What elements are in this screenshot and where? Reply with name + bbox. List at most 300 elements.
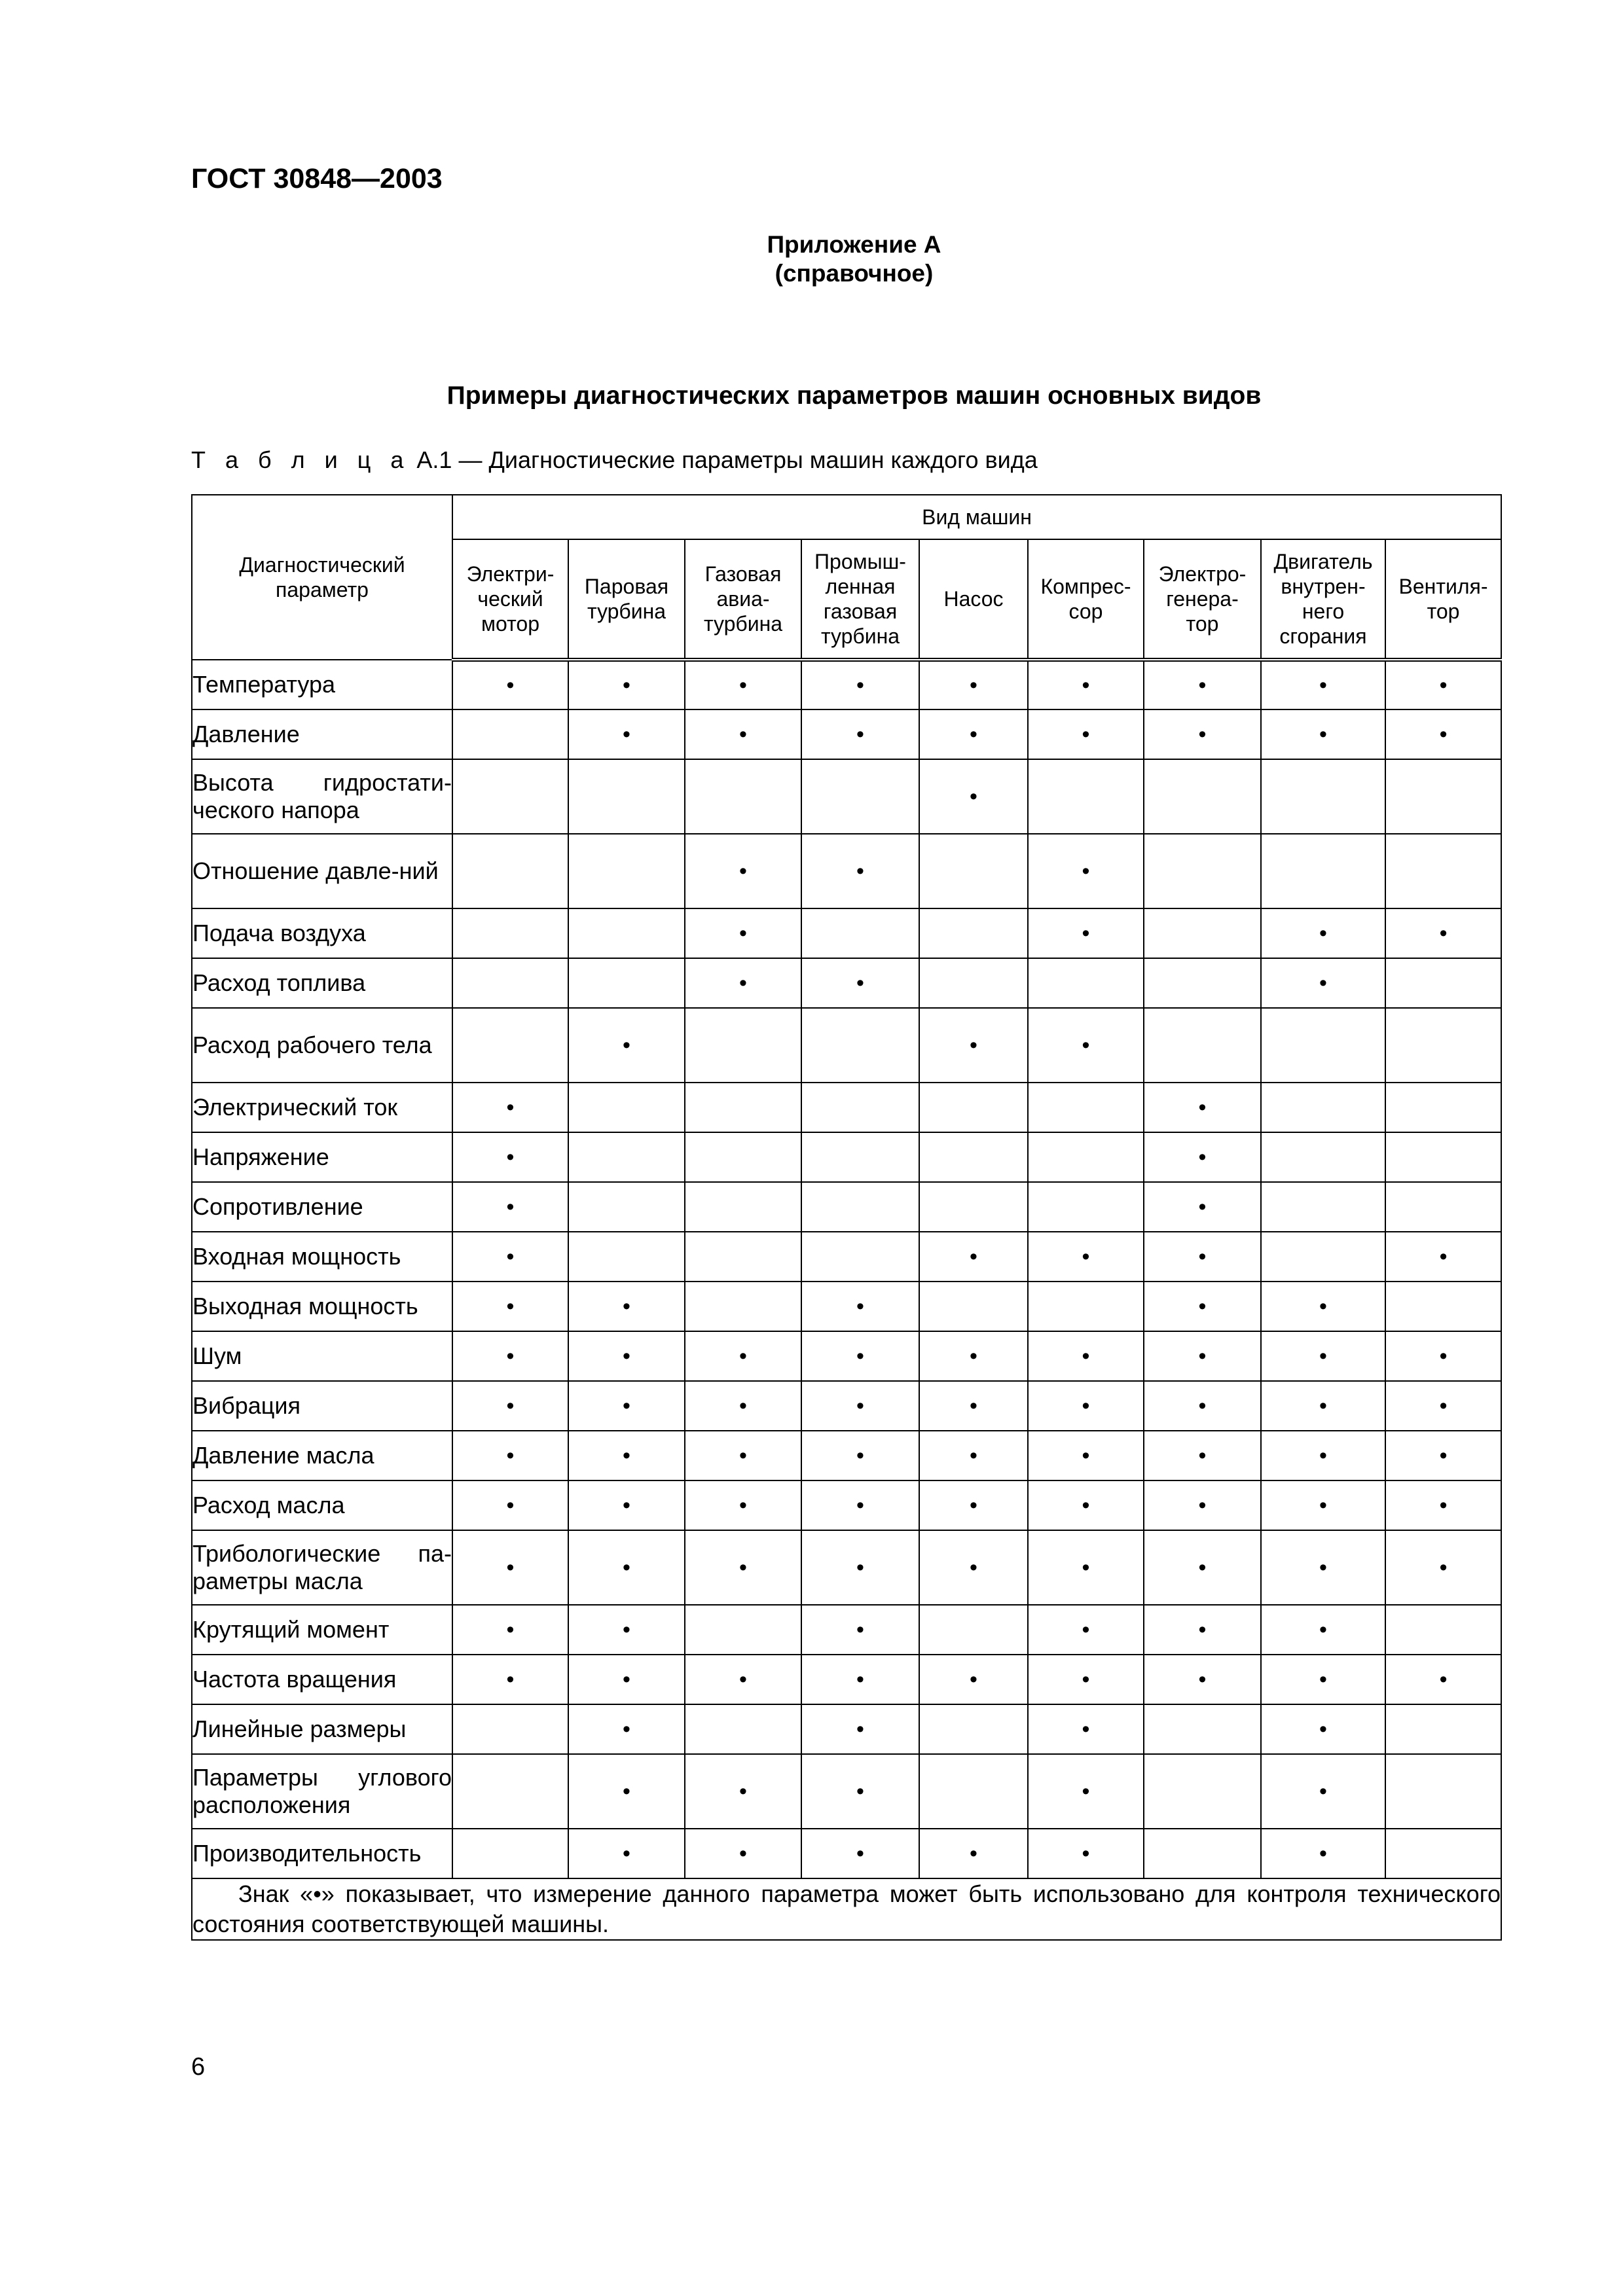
mark-cell <box>568 709 685 759</box>
table-header-row-group <box>192 495 1501 539</box>
mark-cell <box>919 1655 1028 1704</box>
bullet-mark: • <box>739 1554 747 1580</box>
table-note-row <box>192 1878 1501 1940</box>
bullet-mark: • <box>739 858 747 884</box>
bullet-mark: • <box>1082 858 1090 884</box>
table-row <box>192 1132 1501 1182</box>
bullet-mark: • <box>1198 1094 1207 1120</box>
bullet-mark: • <box>1319 1617 1327 1642</box>
mark-cell <box>1385 1232 1501 1282</box>
bullet-mark: • <box>1082 672 1090 698</box>
bullet-mark: • <box>856 1393 864 1418</box>
table-row <box>192 1008 1501 1083</box>
mark-cell <box>801 1480 919 1530</box>
mark-cell <box>685 1480 801 1530</box>
mark-cell <box>1144 1282 1261 1331</box>
mark-cell <box>1385 1132 1501 1182</box>
parameter-name-cell <box>192 1331 452 1381</box>
mark-cell <box>685 709 801 759</box>
mark-cell <box>1385 1083 1501 1132</box>
mark-cell <box>1261 1655 1385 1704</box>
mark-cell <box>568 1182 685 1232</box>
machine-column-header: Вентиля- тор <box>1385 539 1501 660</box>
table-row <box>192 1182 1501 1232</box>
table-caption-prefix: Т а б л и ц а <box>191 446 410 473</box>
mark-cell <box>801 1182 919 1232</box>
mark-cell <box>801 1232 919 1282</box>
mark-cell <box>801 1530 919 1605</box>
mark-cell <box>919 1083 1028 1132</box>
mark-cell <box>801 1381 919 1431</box>
bullet-mark: • <box>1082 1666 1090 1692</box>
parameter-name: Линейные размеры <box>192 1715 407 1742</box>
mark-cell <box>919 1282 1028 1331</box>
bullet-mark: • <box>1198 1194 1207 1219</box>
bullet-mark: • <box>1439 1554 1448 1580</box>
mark-cell <box>1028 1008 1144 1083</box>
mark-cell <box>568 834 685 908</box>
bullet-mark: • <box>1319 721 1327 747</box>
bullet-mark: • <box>970 1666 977 1692</box>
mark-cell <box>919 1754 1028 1829</box>
mark-cell <box>685 1829 801 1878</box>
table-row <box>192 1829 1501 1878</box>
parameter-name-cell <box>192 1083 452 1132</box>
mark-cell <box>1144 1182 1261 1232</box>
bullet-mark: • <box>970 1443 977 1468</box>
mark-cell <box>452 1704 568 1754</box>
bullet-mark: • <box>1198 1393 1207 1418</box>
parameter-name: Вибрация <box>192 1392 301 1419</box>
bullet-mark: • <box>856 1492 864 1518</box>
mark-cell <box>801 1132 919 1182</box>
mark-cell <box>1261 759 1385 834</box>
bullet-mark: • <box>623 1666 630 1692</box>
bullet-mark: • <box>739 721 747 747</box>
machine-column-header: Газовая авиа- турбина <box>685 539 801 660</box>
bullet-mark: • <box>506 1666 515 1692</box>
mark-cell <box>919 1605 1028 1655</box>
mark-cell <box>452 958 568 1008</box>
bullet-mark: • <box>856 970 864 996</box>
mark-cell <box>801 908 919 958</box>
machine-group-header: Вид машин <box>452 495 1501 539</box>
mark-cell <box>801 759 919 834</box>
mark-cell <box>1385 834 1501 908</box>
mark-cell <box>452 660 568 709</box>
bullet-mark: • <box>623 1492 630 1518</box>
mark-cell <box>685 1431 801 1480</box>
bullet-mark: • <box>1319 1343 1327 1369</box>
mark-cell <box>1261 1754 1385 1829</box>
mark-cell <box>1144 1530 1261 1605</box>
mark-cell <box>452 908 568 958</box>
mark-cell <box>568 1605 685 1655</box>
mark-cell <box>919 1480 1028 1530</box>
mark-cell <box>568 958 685 1008</box>
mark-cell <box>1261 1008 1385 1083</box>
mark-cell <box>1028 834 1144 908</box>
bullet-mark: • <box>1198 1666 1207 1692</box>
mark-cell <box>801 709 919 759</box>
mark-cell <box>1385 1431 1501 1480</box>
bullet-mark: • <box>739 970 747 996</box>
bullet-mark: • <box>1319 1443 1327 1468</box>
mark-cell <box>801 1083 919 1132</box>
mark-cell <box>1028 908 1144 958</box>
parameter-name: Входная мощность <box>192 1243 401 1270</box>
bullet-mark: • <box>1198 1244 1207 1269</box>
parameter-name: Выходная мощность <box>192 1293 418 1319</box>
mark-cell <box>568 1282 685 1331</box>
bullet-mark: • <box>1082 920 1090 946</box>
mark-cell <box>452 1381 568 1431</box>
machine-column-header: Электро- генера- тор <box>1144 539 1261 660</box>
mark-cell <box>1144 709 1261 759</box>
table-row <box>192 1431 1501 1480</box>
parameter-name: Давление масла <box>192 1442 374 1469</box>
mark-cell <box>919 1331 1028 1381</box>
mark-cell <box>452 1829 568 1878</box>
parameter-name-cell <box>192 958 452 1008</box>
bullet-mark: • <box>1082 721 1090 747</box>
table-body <box>192 660 1501 1878</box>
table-row <box>192 1232 1501 1282</box>
mark-cell <box>801 958 919 1008</box>
bullet-mark: • <box>739 1778 747 1804</box>
mark-cell <box>919 1132 1028 1182</box>
diagnostic-parameters-table <box>191 494 1502 1941</box>
mark-cell <box>685 1083 801 1132</box>
mark-cell <box>1385 1480 1501 1530</box>
mark-cell <box>1385 759 1501 834</box>
bullet-mark: • <box>506 1443 515 1468</box>
mark-cell <box>1144 1829 1261 1878</box>
parameter-name-cell <box>192 1829 452 1878</box>
mark-cell <box>1385 1754 1501 1829</box>
bullet-mark: • <box>739 920 747 946</box>
mark-cell <box>1144 1655 1261 1704</box>
mark-cell <box>1261 1132 1385 1182</box>
mark-cell <box>1144 1754 1261 1829</box>
mark-cell <box>1261 1083 1385 1132</box>
mark-cell <box>1261 908 1385 958</box>
document-code: ГОСТ 30848—2003 <box>191 163 443 194</box>
mark-cell <box>452 1282 568 1331</box>
parameter-name-cell <box>192 1754 452 1829</box>
parameter-name-cell <box>192 660 452 709</box>
bullet-mark: • <box>739 672 747 698</box>
mark-cell <box>1385 1655 1501 1704</box>
table-row <box>192 709 1501 759</box>
table-row <box>192 1331 1501 1381</box>
mark-cell <box>685 834 801 908</box>
mark-cell <box>919 958 1028 1008</box>
parameter-name-cell <box>192 1431 452 1480</box>
mark-cell <box>1385 1530 1501 1605</box>
bullet-mark: • <box>1082 1617 1090 1642</box>
bullet-mark: • <box>856 1293 864 1319</box>
mark-cell <box>685 660 801 709</box>
bullet-mark: • <box>506 672 515 698</box>
mark-cell <box>919 1829 1028 1878</box>
bullet-mark: • <box>506 1393 515 1418</box>
mark-cell <box>1261 1282 1385 1331</box>
bullet-mark: • <box>970 1393 977 1418</box>
mark-cell <box>1028 1754 1144 1829</box>
mark-cell <box>801 660 919 709</box>
bullet-mark: • <box>506 1554 515 1580</box>
table-row <box>192 660 1501 709</box>
bullet-mark: • <box>506 1617 515 1642</box>
mark-cell <box>568 1083 685 1132</box>
mark-cell <box>801 1282 919 1331</box>
bullet-mark: • <box>739 1492 747 1518</box>
parameter-name: Сопротивление <box>192 1193 363 1220</box>
mark-cell <box>801 1331 919 1381</box>
bullet-mark: • <box>1198 1492 1207 1518</box>
parameter-name: Частота вращения <box>192 1666 397 1693</box>
mark-cell <box>568 1381 685 1431</box>
parameter-name-cell <box>192 1605 452 1655</box>
mark-cell <box>452 1655 568 1704</box>
mark-cell <box>1385 709 1501 759</box>
bullet-mark: • <box>506 1194 515 1219</box>
bullet-mark: • <box>1198 672 1207 698</box>
parameter-name: Шум <box>192 1342 242 1369</box>
bullet-mark: • <box>1198 1443 1207 1468</box>
bullet-mark: • <box>506 1094 515 1120</box>
mark-cell <box>452 759 568 834</box>
table-note: Знак «•» показывает, что измерение данного параметра может быть использовано для контроля технического состояния соответствующей машины. <box>192 1878 1501 1940</box>
bullet-mark: • <box>856 1554 864 1580</box>
bullet-mark: • <box>856 1443 864 1468</box>
table-caption-text: — Диагностические параметры машин каждого вида <box>458 446 1038 473</box>
parameter-name-cell <box>192 1232 452 1282</box>
machine-column-header: Электри- ческий мотор <box>452 539 568 660</box>
bullet-mark: • <box>856 1617 864 1642</box>
mark-cell <box>1144 1132 1261 1182</box>
bullet-mark: • <box>1082 1443 1090 1468</box>
parameter-name-cell <box>192 1008 452 1083</box>
bullet-mark: • <box>1319 1778 1327 1804</box>
mark-cell <box>801 834 919 908</box>
section-title: Примеры диагностических параметров машин основных видов <box>447 382 1262 410</box>
mark-cell <box>568 1704 685 1754</box>
table-row <box>192 759 1501 834</box>
parameter-name-cell <box>192 1132 452 1182</box>
bullet-mark: • <box>1319 970 1327 996</box>
mark-cell <box>452 1083 568 1132</box>
bullet-mark: • <box>1198 1293 1207 1319</box>
bullet-mark: • <box>739 1666 747 1692</box>
bullet-mark: • <box>1082 1716 1090 1742</box>
bullet-mark: • <box>970 1492 977 1518</box>
mark-cell <box>1028 759 1144 834</box>
parameter-name-cell <box>192 1381 452 1431</box>
bullet-mark: • <box>739 1393 747 1418</box>
mark-cell <box>685 1132 801 1182</box>
mark-cell <box>452 834 568 908</box>
mark-cell <box>1261 709 1385 759</box>
parameter-name-cell <box>192 759 452 834</box>
table-row <box>192 1530 1501 1605</box>
mark-cell <box>1028 1530 1144 1605</box>
bullet-mark: • <box>1439 1393 1448 1418</box>
bullet-mark: • <box>856 1666 864 1692</box>
bullet-mark: • <box>1082 1554 1090 1580</box>
bullet-mark: • <box>623 1343 630 1369</box>
bullet-mark: • <box>856 1716 864 1742</box>
parameter-name: Крутящий момент <box>192 1616 390 1643</box>
parameter-name: Производительность <box>192 1840 422 1867</box>
bullet-mark: • <box>623 1778 630 1804</box>
bullet-mark: • <box>623 1617 630 1642</box>
mark-cell <box>1028 1480 1144 1530</box>
bullet-mark: • <box>970 721 977 747</box>
mark-cell <box>919 1008 1028 1083</box>
machine-column-header: Промыш- ленная газовая турбина <box>801 539 919 660</box>
table-row <box>192 1381 1501 1431</box>
mark-cell <box>801 1754 919 1829</box>
mark-cell <box>1144 1480 1261 1530</box>
mark-cell <box>685 1381 801 1431</box>
bullet-mark: • <box>506 1144 515 1170</box>
mark-cell <box>801 1704 919 1754</box>
mark-cell <box>1261 1530 1385 1605</box>
mark-cell <box>1028 1232 1144 1282</box>
table-row <box>192 1655 1501 1704</box>
bullet-mark: • <box>1319 920 1327 946</box>
bullet-mark: • <box>623 1554 630 1580</box>
mark-cell <box>1028 1655 1144 1704</box>
mark-cell <box>568 908 685 958</box>
machine-column-header: Насос <box>919 539 1028 660</box>
mark-cell <box>1144 1431 1261 1480</box>
mark-cell <box>919 834 1028 908</box>
mark-cell <box>1385 1331 1501 1381</box>
bullet-mark: • <box>1082 1840 1090 1866</box>
bullet-mark: • <box>1198 1144 1207 1170</box>
table-row <box>192 1480 1501 1530</box>
page-number: 6 <box>191 2053 206 2081</box>
mark-cell <box>685 1182 801 1232</box>
mark-cell <box>801 1655 919 1704</box>
mark-cell <box>568 1431 685 1480</box>
bullet-mark: • <box>506 1492 515 1518</box>
mark-cell <box>1144 759 1261 834</box>
bullet-mark: • <box>856 721 864 747</box>
bullet-mark: • <box>739 1443 747 1468</box>
bullet-mark: • <box>739 1343 747 1369</box>
machine-column-header: Компрес- сор <box>1028 539 1144 660</box>
mark-cell <box>685 1331 801 1381</box>
bullet-mark: • <box>623 672 630 698</box>
mark-cell <box>685 1232 801 1282</box>
mark-cell <box>1028 1431 1144 1480</box>
mark-cell <box>919 660 1028 709</box>
mark-cell <box>1261 1704 1385 1754</box>
mark-cell <box>801 1605 919 1655</box>
bullet-mark: • <box>623 1293 630 1319</box>
parameter-name: Расход рабочего тела <box>192 1031 432 1058</box>
bullet-mark: • <box>1319 1393 1327 1418</box>
parameter-name-cell <box>192 1704 452 1754</box>
bullet-mark: • <box>1319 1492 1327 1518</box>
mark-cell <box>452 1182 568 1232</box>
bullet-mark: • <box>970 1244 977 1269</box>
mark-cell <box>1385 1605 1501 1655</box>
mark-cell <box>568 1480 685 1530</box>
bullet-mark: • <box>623 1716 630 1742</box>
mark-cell <box>568 660 685 709</box>
mark-cell <box>685 759 801 834</box>
bullet-mark: • <box>1082 1778 1090 1804</box>
mark-cell <box>1028 1083 1144 1132</box>
bullet-mark: • <box>1198 1617 1207 1642</box>
table-caption-number: А.1 <box>416 446 452 473</box>
bullet-mark: • <box>1319 672 1327 698</box>
parameter-name: Высота гидростати-ческого напора <box>192 769 452 823</box>
bullet-mark: • <box>970 1032 977 1058</box>
machine-column-header: Паровая турбина <box>568 539 685 660</box>
annex-kind: (справочное) <box>775 260 934 287</box>
table-row <box>192 834 1501 908</box>
parameter-name-cell <box>192 1282 452 1331</box>
parameter-name: Напряжение <box>192 1143 329 1170</box>
mark-cell <box>452 1605 568 1655</box>
bullet-mark: • <box>1082 1343 1090 1369</box>
mark-cell <box>1028 1605 1144 1655</box>
mark-cell <box>1028 1381 1144 1431</box>
bullet-mark: • <box>1439 920 1448 946</box>
bullet-mark: • <box>506 1244 515 1269</box>
mark-cell <box>1261 1232 1385 1282</box>
mark-cell <box>1028 1282 1144 1331</box>
mark-cell <box>568 1754 685 1829</box>
parameter-name: Подача воздуха <box>192 920 366 946</box>
mark-cell <box>1385 1008 1501 1083</box>
mark-cell <box>1144 1083 1261 1132</box>
mark-cell <box>452 1132 568 1182</box>
bullet-mark: • <box>739 1840 747 1866</box>
bullet-mark: • <box>1439 1492 1448 1518</box>
mark-cell <box>1028 1132 1144 1182</box>
mark-cell <box>919 1381 1028 1431</box>
mark-cell <box>1144 1331 1261 1381</box>
annex-title: Приложение А <box>767 231 941 258</box>
bullet-mark: • <box>1198 1343 1207 1369</box>
mark-cell <box>801 1008 919 1083</box>
mark-cell <box>919 1530 1028 1605</box>
bullet-mark: • <box>1319 1554 1327 1580</box>
mark-cell <box>1261 834 1385 908</box>
mark-cell <box>1028 1331 1144 1381</box>
mark-cell <box>452 1232 568 1282</box>
mark-cell <box>1261 1480 1385 1530</box>
bullet-mark: • <box>1439 1343 1448 1369</box>
mark-cell <box>685 1655 801 1704</box>
mark-cell <box>1385 1282 1501 1331</box>
mark-cell <box>1261 1182 1385 1232</box>
mark-cell <box>919 1704 1028 1754</box>
mark-cell <box>1144 958 1261 1008</box>
mark-cell <box>452 709 568 759</box>
mark-cell <box>685 908 801 958</box>
mark-cell <box>568 1829 685 1878</box>
parameter-name: Температура <box>192 671 336 698</box>
parameter-name: Электрический ток <box>192 1094 398 1121</box>
